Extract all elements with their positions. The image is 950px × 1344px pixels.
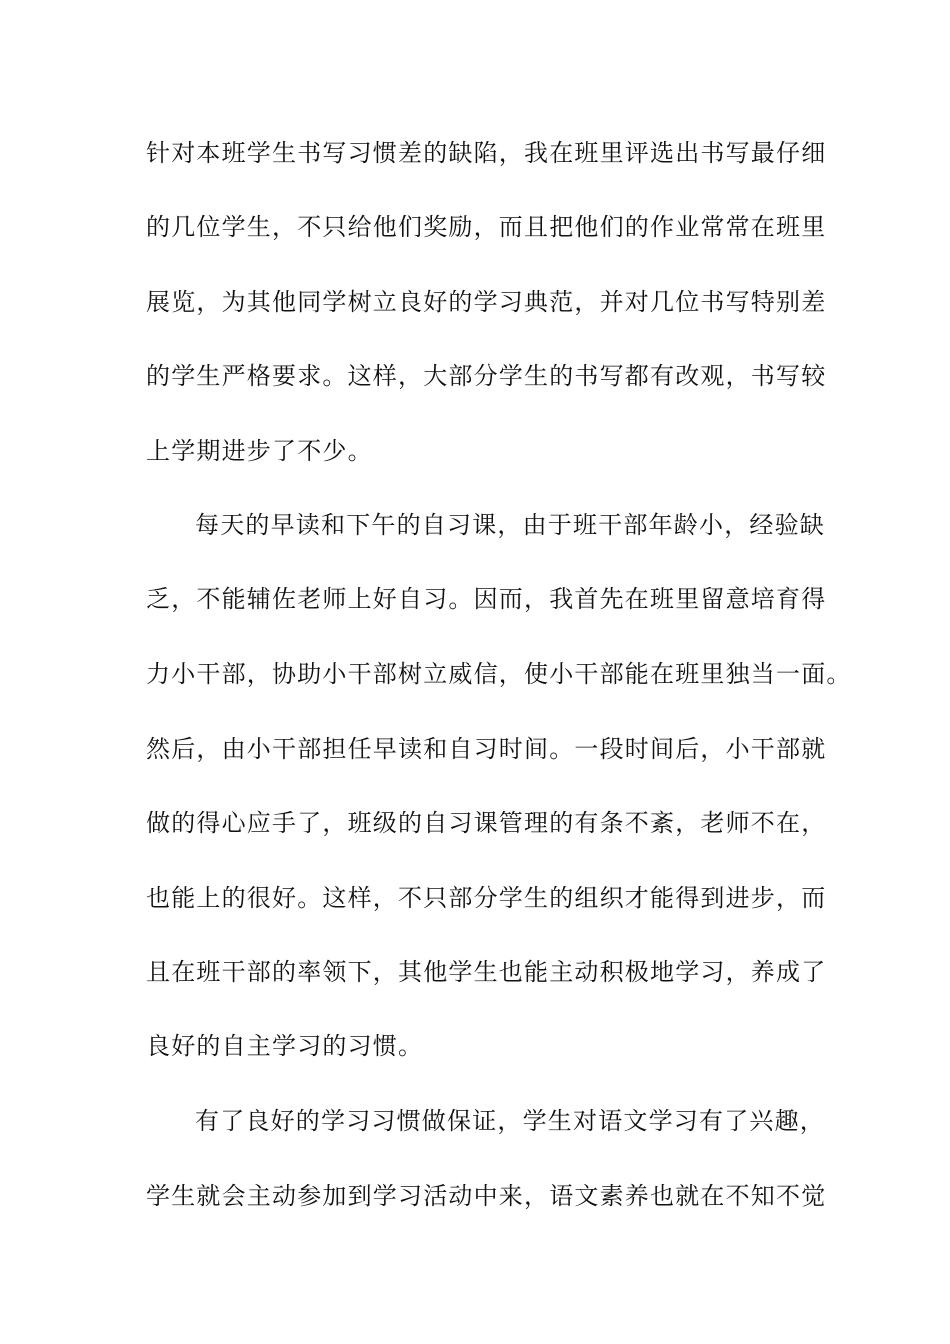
text-line: 的学生严格要求。这样，大部分学生的书写都有改观，书写较 bbox=[146, 362, 827, 390]
paragraph-start-line: 有了良好的学习习惯做保证，学生对语文学习有了兴趣， bbox=[195, 1107, 825, 1135]
text-line: 做的得心应手了，班级的自习课管理的有条不紊，老师不在， bbox=[146, 809, 827, 837]
text-line: 上学期进步了不少。 bbox=[146, 437, 373, 465]
text-line: 力小干部，协助小干部树立威信，使小干部能在班里独当一面。 bbox=[146, 660, 852, 688]
paragraph-start-line: 每天的早读和下午的自习课，由于班干部年龄小，经验缺 bbox=[195, 511, 825, 539]
text-line: 然后，由小干部担任早读和自习时间。一段时间后，小干部就 bbox=[146, 735, 827, 763]
text-line: 也能上的很好。这样，不只部分学生的组织才能得到进步，而 bbox=[146, 884, 827, 912]
text-line: 学生就会主动参加到学习活动中来，语文素养也就在不知不觉 bbox=[146, 1182, 827, 1210]
text-line: 针对本班学生书写习惯差的缺陷，我在班里评选出书写最仔细 bbox=[146, 139, 827, 167]
text-line: 的几位学生，不只给他们奖励，而且把他们的作业常常在班里 bbox=[146, 213, 827, 241]
text-line: 乏，不能辅佐老师上好自习。因而，我首先在班里留意培育得 bbox=[146, 585, 827, 613]
text-line: 展览，为其他同学树立良好的学习典范，并对几位书写特别差 bbox=[146, 288, 827, 316]
text-line: 良好的自主学习的习惯。 bbox=[146, 1032, 424, 1060]
text-line: 且在班干部的率领下，其他学生也能主动积极地学习，养成了 bbox=[146, 958, 827, 986]
